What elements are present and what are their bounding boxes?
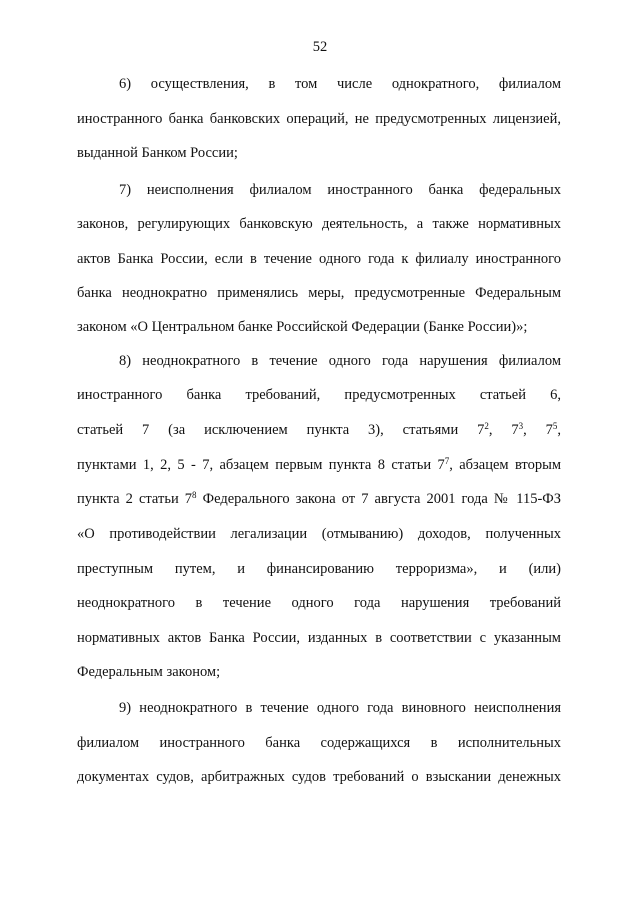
text-segment: , 7 [488,422,519,438]
text-line: преступным путем, и финансированию терроризма», и (или) [77,561,561,577]
text-line [77,488,561,510]
page-number: 52 [312,39,328,55]
superscript: 5 [552,421,558,432]
text-line: выданной Банком России; [77,145,238,161]
superscript: 3 [518,421,524,432]
text-segment: пунктами 1, 2, 5 - 7, абзацем первым пункта 8 статьи 7 [77,457,445,473]
text-line: Федеральным законом; [77,664,221,680]
text-line: иностранного банка требований, предусмотренных статьей 6, [77,387,561,403]
text-segment: , [557,422,561,438]
text-line: нормативных актов Банка России, изданных в соответствии с указанным [77,630,561,646]
text-line: банка неоднократно применялись меры, предусмотренные Федеральным [77,285,561,301]
text-line [77,419,561,441]
text-line: иностранного банка банковских операций, не предусмотренных лицензией, [77,111,561,127]
superscript: 2 [484,421,489,432]
text-line: 6) осуществления, в том числе однократного, филиалом [119,76,561,92]
text-segment: , абзацем вторым [449,457,561,473]
text-segment: Федерального закона от 7 августа 2001 года № 115-ФЗ [196,491,562,507]
text-line: актов Банка России, если в течение одного года к филиалу иностранного [77,251,561,267]
text-segment: статьей 7 (за исключением пункта 3), статьями 7 [77,422,485,438]
text-segment: , 7 [523,422,553,438]
text-line [77,454,561,476]
text-line: «О противодействии легализации (отмыванию) доходов, полученных [77,526,561,542]
superscript: 8 [192,490,197,501]
text-line: 8) неоднократного в течение одного года нарушения филиалом [119,353,561,369]
text-line: 7) неисполнения филиалом иностранного банка федеральных [119,182,561,198]
text-line: филиалом иностранного банка содержащихся в исполнительных [77,735,561,751]
text-line: законов, регулирующих банковскую деятельность, а также нормативных [77,216,561,232]
text-line: неоднократного в течение одного года нарушения требований [77,595,561,611]
superscript: 7 [444,456,450,467]
text-segment: пункта 2 статьи 7 [77,491,193,507]
text-line: законом «О Центральном банке Российской Федерации (Банке России)»; [77,319,528,335]
text-line: 9) неоднократного в течение одного года виновного неисполнения [119,700,561,716]
text-line: документах судов, арбитражных судов требований о взыскании денежных [77,769,561,785]
